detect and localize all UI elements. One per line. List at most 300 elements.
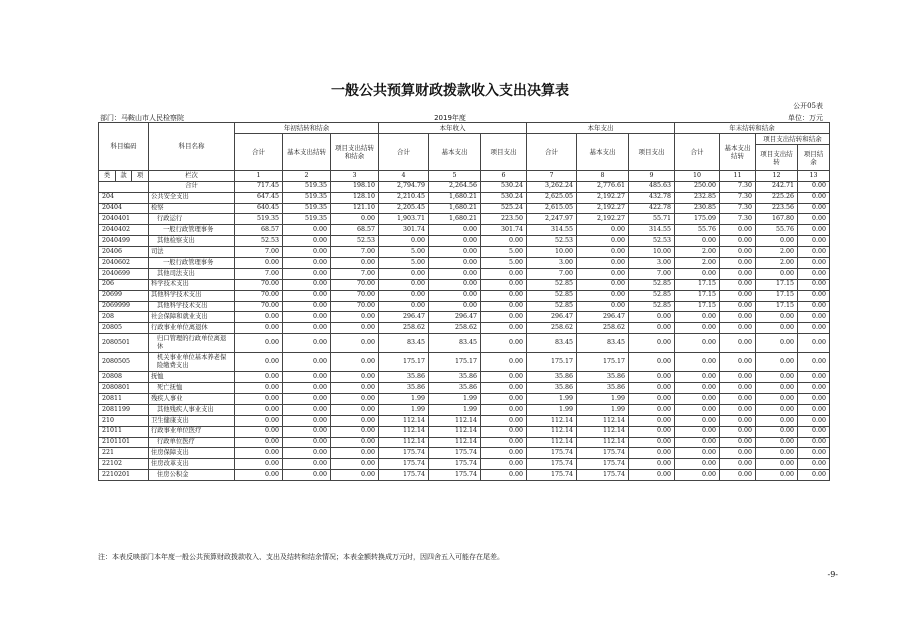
- row-value: 0.00: [331, 426, 379, 437]
- row-value: 0.00: [720, 404, 756, 415]
- row-name: 其他科学技术支出: [149, 290, 235, 301]
- fiscal-year: 2019年度: [434, 114, 466, 122]
- row-value: 717.45: [235, 181, 283, 192]
- row-value: 112.14: [577, 426, 629, 437]
- row-code: 2101101: [99, 437, 149, 448]
- row-name: 住房公积金: [149, 470, 235, 481]
- row-value: 112.14: [577, 437, 629, 448]
- table-header: [99, 123, 830, 171]
- row-value: 0.00: [798, 214, 830, 225]
- row-code: 20808: [99, 372, 149, 383]
- row-value: 112.14: [527, 415, 577, 426]
- row-value: 0.00: [798, 334, 830, 353]
- column-index: 1: [235, 170, 283, 181]
- row-value: 0.00: [235, 459, 283, 470]
- row-code: 210: [99, 415, 149, 426]
- row-value: 7.30: [720, 214, 756, 225]
- row-value: 2.00: [675, 258, 720, 269]
- row-value: 258.62: [577, 323, 629, 334]
- row-value: 0.00: [720, 426, 756, 437]
- row-value: 0.00: [720, 334, 756, 353]
- row-value: 0.00: [798, 181, 830, 192]
- row-name: 残疾人事业: [149, 394, 235, 405]
- row-value: 519.35: [283, 214, 331, 225]
- row-value: 0.00: [577, 279, 629, 290]
- row-value: 35.86: [527, 372, 577, 383]
- row-name: 抚恤: [149, 372, 235, 383]
- row-value: 17.15: [675, 279, 720, 290]
- row-name: 其他科学技术支出: [149, 301, 235, 312]
- column-index: 10: [675, 170, 720, 181]
- row-value: 2,625.05: [527, 192, 577, 203]
- row-value: 0.00: [720, 258, 756, 269]
- table-row: [99, 383, 830, 394]
- header-end-project-group: 项目支出结转和结余: [756, 133, 830, 144]
- row-value: 0.00: [629, 353, 675, 372]
- table-row: [99, 426, 830, 437]
- row-value: 1,680.21: [429, 214, 481, 225]
- row-value: 525.24: [481, 203, 527, 214]
- table-row: [99, 279, 830, 290]
- row-value: 2.00: [675, 247, 720, 258]
- row-code: 2040699: [99, 268, 149, 279]
- row-value: 2,264.56: [429, 181, 481, 192]
- row-value: 1,680.21: [429, 203, 481, 214]
- row-value: 0.00: [629, 383, 675, 394]
- row-value: 0.00: [756, 404, 798, 415]
- table-row: [99, 301, 830, 312]
- row-value: 175.74: [379, 459, 429, 470]
- row-value: 225.26: [756, 192, 798, 203]
- row-value: 0.00: [720, 415, 756, 426]
- row-value: 0.00: [235, 323, 283, 334]
- row-value: 70.00: [235, 290, 283, 301]
- row-value: 7.00: [331, 268, 379, 279]
- department-label: 部门：马鞍山市人民检察院: [100, 114, 184, 122]
- row-value: 0.00: [283, 470, 331, 481]
- row-code: 20406: [99, 247, 149, 258]
- table-row: [99, 334, 830, 353]
- row-value: 0.00: [629, 334, 675, 353]
- row-name: 社会保障和就业支出: [149, 312, 235, 323]
- row-value: 0.00: [283, 279, 331, 290]
- row-value: 0.00: [629, 437, 675, 448]
- row-value: 0.00: [720, 312, 756, 323]
- row-value: 0.00: [283, 258, 331, 269]
- row-value: 0.00: [481, 372, 527, 383]
- header-xiang: 项: [132, 170, 149, 181]
- row-name: 住房改革支出: [149, 459, 235, 470]
- row-value: 0.00: [756, 459, 798, 470]
- row-code: 2040402: [99, 225, 149, 236]
- row-code: 204: [99, 192, 149, 203]
- row-name: 卫生健康支出: [149, 415, 235, 426]
- row-value: 70.00: [331, 290, 379, 301]
- row-name: 检察: [149, 203, 235, 214]
- row-value: 17.15: [756, 301, 798, 312]
- row-value: 0.00: [798, 426, 830, 437]
- header-group-expend: 本年支出: [527, 123, 675, 134]
- row-name: 死亡抚恤: [149, 383, 235, 394]
- row-value: 0.00: [629, 394, 675, 405]
- row-value: 0.00: [331, 470, 379, 481]
- row-value: 0.00: [235, 312, 283, 323]
- row-value: 175.74: [577, 470, 629, 481]
- row-value: 112.14: [379, 415, 429, 426]
- row-code: 221: [99, 448, 149, 459]
- row-value: 0.00: [481, 404, 527, 415]
- page-title: 一般公共预算财政拨款收入支出决算表: [331, 83, 569, 99]
- column-index: 6: [481, 170, 527, 181]
- row-value: 83.45: [527, 334, 577, 353]
- row-value: 0.00: [675, 268, 720, 279]
- row-value: 0.00: [756, 372, 798, 383]
- row-value: 296.47: [429, 312, 481, 323]
- header-end-basic: 基本支出结转: [720, 133, 756, 170]
- row-value: 55.76: [675, 225, 720, 236]
- row-value: 0.00: [720, 290, 756, 301]
- row-value: 0.00: [235, 426, 283, 437]
- row-value: 175.17: [527, 353, 577, 372]
- row-value: 0.00: [331, 383, 379, 394]
- row-value: 0.00: [235, 470, 283, 481]
- row-value: 0.00: [283, 353, 331, 372]
- row-value: 128.10: [331, 192, 379, 203]
- row-value: 0.00: [720, 323, 756, 334]
- row-code: 20699: [99, 290, 149, 301]
- row-value: 0.00: [720, 437, 756, 448]
- row-value: 0.00: [798, 415, 830, 426]
- row-value: 0.00: [629, 459, 675, 470]
- row-value: 0.00: [675, 323, 720, 334]
- row-value: 52.85: [527, 290, 577, 301]
- row-value: 0.00: [798, 279, 830, 290]
- row-name: 行政单位医疗: [149, 437, 235, 448]
- row-value: 175.74: [429, 459, 481, 470]
- row-value: 0.00: [798, 323, 830, 334]
- row-value: 68.57: [235, 225, 283, 236]
- row-value: 52.85: [629, 279, 675, 290]
- row-value: 0.00: [429, 301, 481, 312]
- row-value: 314.55: [527, 225, 577, 236]
- row-value: 0.00: [798, 383, 830, 394]
- row-value: 1,903.71: [379, 214, 429, 225]
- column-index: 12: [756, 170, 798, 181]
- row-value: 0.00: [675, 415, 720, 426]
- row-value: 0.00: [331, 334, 379, 353]
- row-value: 485.63: [629, 181, 675, 192]
- row-value: 0.00: [481, 426, 527, 437]
- row-value: 0.00: [756, 394, 798, 405]
- row-value: 519.35: [235, 214, 283, 225]
- row-value: 0.00: [429, 268, 481, 279]
- header-income-project: 项目支出: [481, 133, 527, 170]
- row-value: 0.00: [629, 323, 675, 334]
- row-value: 0.00: [283, 383, 331, 394]
- row-value: 0.00: [379, 268, 429, 279]
- row-value: 0.00: [798, 236, 830, 247]
- column-index: 7: [527, 170, 577, 181]
- row-value: 0.00: [629, 426, 675, 437]
- row-code: 2210201: [99, 470, 149, 481]
- row-value: 0.00: [756, 437, 798, 448]
- row-value: 0.00: [675, 459, 720, 470]
- row-value: 10.00: [629, 247, 675, 258]
- header-income-total: 合计: [379, 133, 429, 170]
- row-value: 7.30: [720, 181, 756, 192]
- row-value: 0.00: [798, 312, 830, 323]
- row-value: 0.00: [481, 459, 527, 470]
- row-value: 0.00: [720, 470, 756, 481]
- row-value: 2.00: [756, 247, 798, 258]
- row-value: 0.00: [283, 372, 331, 383]
- row-value: 0.00: [756, 353, 798, 372]
- row-name: 行政事业单位医疗: [149, 426, 235, 437]
- row-value: 1.99: [527, 404, 577, 415]
- row-value: 0.00: [331, 258, 379, 269]
- row-code: 2040499: [99, 236, 149, 247]
- table-row: [99, 404, 830, 415]
- row-value: 0.00: [629, 448, 675, 459]
- row-value: 0.00: [283, 236, 331, 247]
- row-value: 519.35: [283, 192, 331, 203]
- row-value: 647.45: [235, 192, 283, 203]
- row-value: 17.15: [675, 290, 720, 301]
- row-value: 0.00: [283, 301, 331, 312]
- row-value: 0.00: [675, 383, 720, 394]
- row-value: 2.00: [756, 258, 798, 269]
- row-value: 0.00: [675, 448, 720, 459]
- header-begin-basic: 基本支出结转: [283, 133, 331, 170]
- row-value: 0.00: [798, 301, 830, 312]
- row-value: 55.76: [756, 225, 798, 236]
- row-value: 0.00: [675, 394, 720, 405]
- row-value: 0.00: [235, 334, 283, 353]
- row-value: 0.00: [481, 448, 527, 459]
- row-value: 112.14: [527, 437, 577, 448]
- row-value: 0.00: [577, 225, 629, 236]
- row-value: 0.00: [675, 353, 720, 372]
- row-name: 合计: [149, 181, 235, 192]
- row-value: 3.00: [527, 258, 577, 269]
- row-value: 0.00: [235, 353, 283, 372]
- row-value: 0.00: [629, 312, 675, 323]
- row-name: 其他残疾人事业支出: [149, 404, 235, 415]
- row-value: 0.00: [756, 470, 798, 481]
- row-name: 一般行政管理事务: [149, 225, 235, 236]
- row-name: 司法: [149, 247, 235, 258]
- row-code: 20404: [99, 203, 149, 214]
- row-value: 0.00: [577, 236, 629, 247]
- table-row: [99, 459, 830, 470]
- table-body: [99, 170, 830, 480]
- row-value: 17.15: [756, 290, 798, 301]
- row-value: 0.00: [331, 353, 379, 372]
- row-value: 0.00: [283, 415, 331, 426]
- row-value: 0.00: [629, 470, 675, 481]
- row-value: 52.85: [629, 290, 675, 301]
- row-value: 0.00: [429, 279, 481, 290]
- row-value: 0.00: [481, 470, 527, 481]
- row-code: 2080801: [99, 383, 149, 394]
- row-name: 住房保障支出: [149, 448, 235, 459]
- row-name: 科学技术支出: [149, 279, 235, 290]
- row-code: 20805: [99, 323, 149, 334]
- total-row: [99, 181, 830, 192]
- row-value: 112.14: [379, 437, 429, 448]
- row-value: 0.00: [481, 312, 527, 323]
- table-row: [99, 415, 830, 426]
- row-value: 5.00: [379, 258, 429, 269]
- row-name: 其他检察支出: [149, 236, 235, 247]
- row-value: 52.85: [527, 301, 577, 312]
- row-name: 行政事业单位离退休: [149, 323, 235, 334]
- row-code: 2069999: [99, 301, 149, 312]
- row-code: 22102: [99, 459, 149, 470]
- row-value: 0.00: [720, 279, 756, 290]
- row-value: 112.14: [429, 415, 481, 426]
- header-end-total: 合计: [675, 133, 720, 170]
- table-row: [99, 312, 830, 323]
- row-value: 0.00: [283, 290, 331, 301]
- table-row: [99, 268, 830, 279]
- row-value: 2,776.61: [577, 181, 629, 192]
- row-code: 2040401: [99, 214, 149, 225]
- row-value: 68.57: [331, 225, 379, 236]
- row-value: 0.00: [481, 415, 527, 426]
- row-value: 112.14: [379, 426, 429, 437]
- row-value: 2,794.79: [379, 181, 429, 192]
- row-value: 175.74: [577, 459, 629, 470]
- row-value: 52.85: [629, 301, 675, 312]
- row-value: 232.85: [675, 192, 720, 203]
- row-name: 归口管理的行政单位离退休: [149, 334, 235, 353]
- row-value: 175.17: [379, 353, 429, 372]
- row-value: 2,192.27: [577, 214, 629, 225]
- row-value: 0.00: [629, 404, 675, 415]
- row-value: 112.14: [527, 426, 577, 437]
- row-value: 0.00: [720, 225, 756, 236]
- header-income-basic: 基本支出: [429, 133, 481, 170]
- row-value: 0.00: [235, 394, 283, 405]
- row-value: 0.00: [481, 301, 527, 312]
- row-value: 0.00: [629, 372, 675, 383]
- row-value: 0.00: [756, 415, 798, 426]
- table-row: [99, 470, 830, 481]
- row-value: 112.14: [429, 437, 481, 448]
- column-index: 13: [798, 170, 830, 181]
- row-value: 0.00: [798, 203, 830, 214]
- row-value: 52.53: [235, 236, 283, 247]
- row-value: 35.86: [379, 383, 429, 394]
- row-value: 0.00: [481, 437, 527, 448]
- row-value: 0.00: [756, 426, 798, 437]
- row-value: 175.74: [379, 470, 429, 481]
- row-value: 1.99: [379, 394, 429, 405]
- row-value: 0.00: [283, 437, 331, 448]
- row-value: 2,210.45: [379, 192, 429, 203]
- row-value: 35.86: [429, 383, 481, 394]
- row-value: 0.00: [798, 353, 830, 372]
- row-value: 301.74: [379, 225, 429, 236]
- row-code: 2040602: [99, 258, 149, 269]
- row-value: 0.00: [720, 459, 756, 470]
- budget-table: [98, 122, 830, 481]
- row-value: 167.80: [756, 214, 798, 225]
- row-value: 0.00: [331, 404, 379, 415]
- row-value: 230.85: [675, 203, 720, 214]
- table-row: [99, 258, 830, 269]
- row-value: 175.17: [577, 353, 629, 372]
- row-value: 0.00: [235, 383, 283, 394]
- footnote: 注：本表反映部门本年度一般公共预算财政拨款收入、支出及结转和结余情况；本表金额转换成万元时，因四舍五入可能存在尾差。: [98, 553, 504, 561]
- row-value: 7.00: [527, 268, 577, 279]
- header-code: 科目编码: [99, 123, 149, 171]
- row-value: 0.00: [379, 301, 429, 312]
- row-value: 2,192.27: [577, 192, 629, 203]
- row-value: 0.00: [720, 353, 756, 372]
- row-code: 208: [99, 312, 149, 323]
- row-value: 0.00: [283, 448, 331, 459]
- row-value: 1.99: [527, 394, 577, 405]
- row-value: 0.00: [798, 258, 830, 269]
- row-value: 1.99: [577, 394, 629, 405]
- row-code: [99, 181, 149, 192]
- page-number: -9-: [827, 570, 838, 579]
- row-value: 0.00: [577, 268, 629, 279]
- row-value: 0.00: [798, 437, 830, 448]
- column-index: 11: [720, 170, 756, 181]
- row-value: 0.00: [283, 426, 331, 437]
- header-end-project-surplus: 项目结余: [798, 145, 830, 171]
- row-value: 112.14: [429, 426, 481, 437]
- row-value: 0.00: [283, 225, 331, 236]
- table-row: [99, 437, 830, 448]
- row-value: 0.00: [577, 258, 629, 269]
- row-value: 0.00: [756, 334, 798, 353]
- row-value: 17.15: [756, 279, 798, 290]
- column-index: 2: [283, 170, 331, 181]
- table-row: [99, 203, 830, 214]
- row-value: 519.35: [283, 203, 331, 214]
- row-value: 10.00: [527, 247, 577, 258]
- row-value: 175.74: [379, 448, 429, 459]
- row-value: 0.00: [675, 437, 720, 448]
- row-value: 530.24: [481, 181, 527, 192]
- row-value: 7.00: [331, 247, 379, 258]
- row-value: 0.00: [720, 236, 756, 247]
- row-value: 0.00: [720, 268, 756, 279]
- row-value: 223.56: [756, 203, 798, 214]
- column-index: 4: [379, 170, 429, 181]
- row-value: 0.00: [379, 290, 429, 301]
- row-value: 0.00: [756, 268, 798, 279]
- row-value: 0.00: [756, 383, 798, 394]
- row-code: 206: [99, 279, 149, 290]
- row-value: 0.00: [235, 404, 283, 415]
- row-value: 0.00: [577, 247, 629, 258]
- header-group-income: 本年收入: [379, 123, 527, 134]
- row-value: 1,680.21: [429, 192, 481, 203]
- row-value: 17.15: [675, 301, 720, 312]
- row-value: 35.86: [577, 372, 629, 383]
- row-value: 52.53: [331, 236, 379, 247]
- row-value: 0.00: [331, 437, 379, 448]
- row-value: 1.99: [577, 404, 629, 415]
- row-value: 35.86: [429, 372, 481, 383]
- row-value: 0.00: [675, 312, 720, 323]
- row-value: 0.00: [235, 415, 283, 426]
